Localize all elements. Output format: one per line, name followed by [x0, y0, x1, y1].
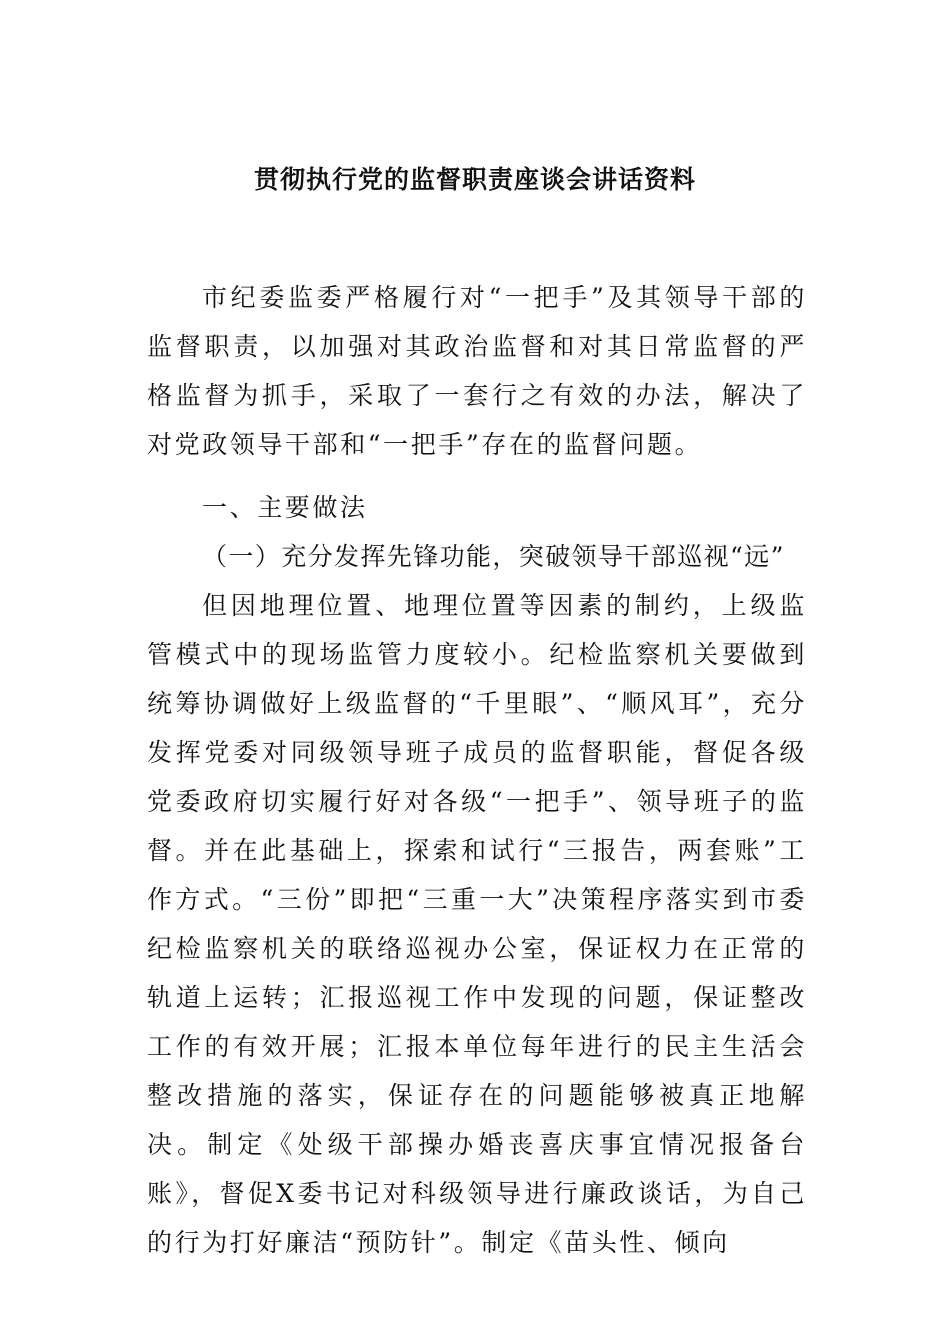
intro-paragraph: 市纪委监委严格履行对“一把手”及其领导干部的监督职责，以加强对其政治监督和对其日常监督的严格监督为抓手，采取了一套行之有效的办法，解决了对党政领导干部和“一把手”存在的监督问题。: [147, 283, 807, 459]
document-title: 贯彻执行党的监督职责座谈会讲话资料: [253, 165, 696, 194]
subsection-body-paragraph: 但因地理位置、地理位置等因素的制约，上级监管模式中的现场监管力度较小。纪检监察机关要做到统筹协调做好上级监督的“千里眼”、“顺风耳”，充分发挥党委对同级领导班子成员的监督职能，督促各级党委政府切实履行好对各级“一把手”、领导班子的监督。并在此基础上，探索和试行“三报告，两套账”工作方式。“三份”即把“三重一大”决策程序落实到市委纪检监察机关的联络巡视办公室，保证权力在正常的轨道上运转；汇报巡视工作中发现的问题，保证整改工作的有效开展；汇报本单位每年进行的民主生活会整改措施的落实，保证存在的问题能够被真正地解决。制定《处级干部操办婚丧喜庆事宜情况报备台账》，督促X委书记对科级领导进行廉政谈话，为自己的行为打好廉洁“预防针”。制定《苗头性、倾向: [147, 591, 807, 1257]
document-body: [147, 273, 807, 1267]
paragraph-gap: [147, 469, 807, 483]
subsection-heading: （一）充分发挥先锋功能，突破领导干部巡视“远”: [202, 542, 785, 571]
section-heading: 一、主要做法: [202, 493, 368, 522]
